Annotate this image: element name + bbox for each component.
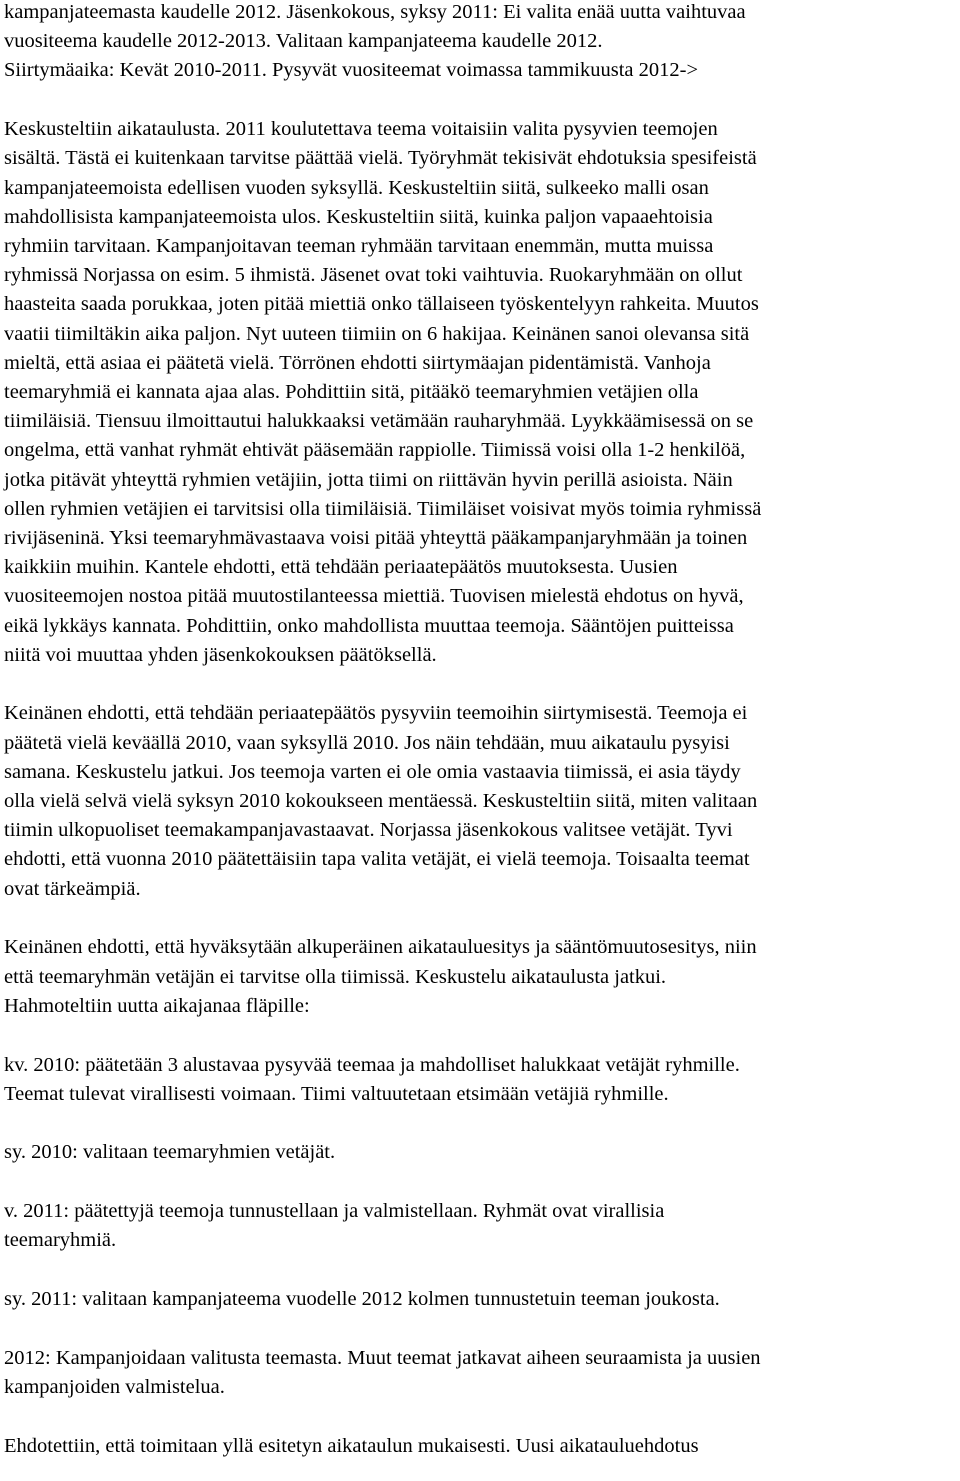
- text-line: Keinänen ehdotti, että hyväksytään alkuperäinen aikatauluesitys ja sääntömuutosesitys, niin: [4, 936, 757, 959]
- paragraph-spacer: [4, 1021, 956, 1051]
- text-line: Teemat tulevat virallisesti voimaan. Tiimi valtuutetaan etsimään vetäjiä ryhmille.: [4, 1082, 669, 1105]
- text-line: ollen ryhmien vetäjien ei tarvitsisi olla tiimiläisiä. Tiimiläiset voisivat myös toimia ryhmissä: [4, 497, 762, 520]
- text-line: mahdollisista kampanjateemoista ulos. Keskusteltiin siitä, kuinka paljon vapaaehtoisia: [4, 205, 713, 228]
- text-line: tiimiläisiä. Tiensuu ilmoittautui halukkaaksi vetämään rauharyhmää. Lyykkäämisessä on se: [4, 410, 754, 433]
- text-line: rivijäseninä. Yksi teemaryhmävastaava voisi pitää yhteyttä pääkampanjaryhmään ja toinen: [4, 526, 748, 549]
- text-line: eikä lykkäys kannata. Pohdittiin, onko mahdollista muuttaa teemoja. Sääntöjen puitteissa: [4, 614, 734, 637]
- paragraph-spacer: [4, 86, 956, 116]
- timeline-item-v-2011: [4, 1197, 956, 1255]
- text-line: sy. 2011: valitaan kampanjateema vuodelle 2012 kolmen tunnustetuin teeman joukosta.: [4, 1288, 720, 1311]
- document-page: [4, 0, 956, 1461]
- text-line: Ehdotettiin, että toimitaan yllä esitetyn aikataulun mukaisesti. Uusi aikatauluehdotus: [4, 1434, 699, 1457]
- text-line: että teemaryhmän vetäjän ei tarvitse olla tiimissä. Keskustelu aikataulusta jatkui.: [4, 965, 667, 988]
- paragraph-intro: [4, 0, 956, 86]
- text-line: vuositeema kaudelle 2012-2013. Valitaan kampanjateema kaudelle 2012.: [4, 30, 603, 53]
- text-line: päätetä vielä keväällä 2010, vaan syksyllä 2010. Jos näin tehdään, muu aikataulu pysyisi: [4, 731, 730, 754]
- paragraph-discussion: [4, 115, 956, 670]
- text-line: Keinänen ehdotti, että tehdään periaatepäätös pysyviin teemoihin siirtymisestä. Teemoja ei: [4, 702, 748, 725]
- text-line: sy. 2010: valitaan teemaryhmien vetäjät.: [4, 1141, 336, 1164]
- text-line: ongelma, että vanhat ryhmät ehtivät pääsemään rappiolle. Tiimissä voisi olla 1-2 henkilöä,: [4, 439, 746, 462]
- text-line: niitä voi muuttaa yhden jäsenkokouksen päätöksellä.: [4, 643, 437, 666]
- text-line: ovat tärkeämpiä.: [4, 877, 141, 900]
- text-line: olla vielä selvä vielä syksyn 2010 kokoukseen mentäessä. Keskusteltiin siitä, miten valitaan: [4, 790, 758, 813]
- paragraph-spacer: [4, 904, 956, 934]
- text-line: kaikkiin muihin. Kantele ehdotti, että tehdään periaatepäätös muutoksesta. Uusien: [4, 556, 678, 579]
- paragraph-spacer: [4, 1256, 956, 1286]
- text-line: ehdotti, että vuonna 2010 päätettäisiin tapa valita vetäjät, ei vielä teemoja. Toisaalta teemat: [4, 848, 750, 871]
- text-line: vaatii tiimiltäkin aika paljon. Nyt uuteen tiimiin on 6 hakijaa. Keinänen sanoi olevansa sitä: [4, 322, 750, 345]
- text-line: mieltä, että asiaa ei päätetä vielä. Törrönen ehdotti siirtymäajan pidentämistä. Vanhoja: [4, 351, 711, 374]
- text-line: kampanjoiden valmistelua.: [4, 1375, 225, 1398]
- text-line: teemaryhmiä ei kannata ajaa alas. Pohdittiin sitä, pitääkö teemaryhmien vetäjien olla: [4, 380, 699, 403]
- paragraph-conclusion: [4, 1432, 956, 1461]
- paragraph-spacer: [4, 1168, 956, 1198]
- text-line: 2012: Kampanjoidaan valitusta teemasta. Muut teemat jatkavat aiheen seuraamista ja uusien: [4, 1346, 761, 1369]
- timeline-item-sy-2011: [4, 1285, 956, 1314]
- text-line: vuositeemojen nostoa pitää muutostilanteessa miettiä. Tuovisen mielestä ehdotus on hyvä,: [4, 585, 744, 608]
- timeline-item-sy-2010: [4, 1138, 956, 1167]
- text-line: ryhmiin tarvitaan. Kampanjoitavan teeman ryhmään tarvitaan enemmän, mutta muissa: [4, 234, 714, 257]
- text-line: teemaryhmiä.: [4, 1229, 117, 1252]
- text-line: kampanjateemasta kaudelle 2012. Jäsenkokous, syksy 2011: Ei valita enää uutta vaihtuvaa: [4, 1, 746, 23]
- text-line: jotka pitävät yhteyttä ryhmien vetäjiin, jotta tiimi on riittävän hyvin perillä asioista. Näin: [4, 468, 733, 491]
- text-line: Hahmoteltiin uutta aikajanaa fläpille:: [4, 994, 310, 1017]
- paragraph-keinanen-proposal: [4, 699, 956, 903]
- text-line: haasteita saada porukkaa, joten pitää miettiä onko tällaiseen työskentelyyn rahkeita. Muutos: [4, 293, 759, 316]
- paragraph-spacer: [4, 1314, 956, 1344]
- text-line: ryhmissä Norjassa on esim. 5 ihmistä. Jäsenet ovat toki vaihtuvia. Ruokaryhmään on ollut: [4, 264, 743, 287]
- text-line: Keskusteltiin aikataulusta. 2011 koulutettava teema voitaisiin valita pysyvien teemojen: [4, 118, 718, 141]
- text-line: sisältä. Tästä ei kuitenkaan tarvitse päättää vielä. Työryhmät tekisivät ehdotuksia spesifeistä: [4, 147, 757, 170]
- paragraph-spacer: [4, 670, 956, 700]
- paragraph-spacer: [4, 1402, 956, 1432]
- text-line: kv. 2010: päätetään 3 alustavaa pysyvää teemaa ja mahdolliset halukkaat vetäjät ryhmille.: [4, 1053, 740, 1076]
- text-line: samana. Keskustelu jatkui. Jos teemoja varten ei ole omia vastaavia tiimissä, ei asia täydy: [4, 760, 741, 783]
- text-line: tiimin ulkopuoliset teemakampanjavastaavat. Norjassa jäsenkokous valitsee vetäjät. Tyvi: [4, 819, 733, 842]
- text-line: kampanjateemoista edellisen vuoden syksyllä. Keskusteltiin siitä, sulkeeko malli osan: [4, 176, 709, 199]
- timeline-item-kv-2010: [4, 1051, 956, 1109]
- text-line: v. 2011: päätettyjä teemoja tunnustellaan ja valmistellaan. Ryhmät ovat virallisia: [4, 1200, 665, 1223]
- paragraph-spacer: [4, 1109, 956, 1139]
- timeline-item-2012: [4, 1344, 956, 1402]
- text-line: Siirtymäaika: Kevät 2010-2011. Pysyvät vuositeemat voimassa tammikuusta 2012->: [4, 59, 699, 82]
- paragraph-schedule-approval: [4, 933, 956, 1021]
